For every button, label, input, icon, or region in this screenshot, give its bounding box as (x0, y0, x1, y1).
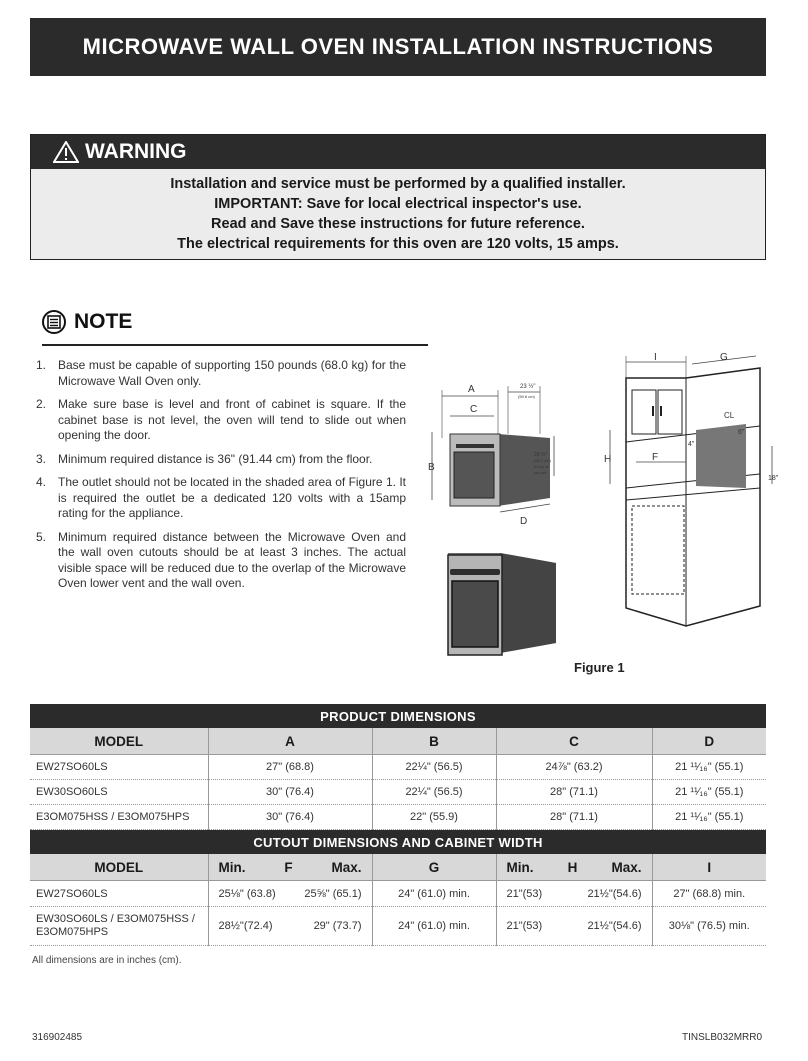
oven-installed-image (440, 545, 560, 665)
dimensions-table (30, 704, 766, 946)
cabinet-diagram (596, 350, 788, 632)
dim-line-d (500, 504, 550, 512)
cell-h (496, 881, 652, 907)
header-h (496, 854, 652, 881)
label-eighteen: 18" (768, 475, 779, 482)
part-number-left: 316902485 (32, 1032, 83, 1043)
label-a: A (468, 384, 475, 395)
list-item (36, 475, 406, 522)
label-cl: CL (724, 411, 735, 420)
label-d: D (520, 516, 528, 527)
table-row (30, 780, 766, 805)
cell-model: EW30SO60LS / E3OM075HSS / E3OM075HPS (30, 907, 208, 946)
header-min: Min. (506, 859, 534, 875)
label-side-note1: to top of (534, 464, 549, 469)
footnote: All dimensions are in inches (cm). (32, 955, 182, 966)
note-divider (42, 344, 428, 346)
header-model: MODEL (30, 854, 208, 881)
oven-handle (450, 569, 500, 575)
item-text: Make sure base is level and front of cabinet is square. If the cabinet base is not level, the oven will tend to slide out when opening the door. (58, 397, 406, 442)
cutout-dimensions-title: CUTOUT DIMENSIONS AND CABINET WIDTH (30, 830, 766, 855)
warning-line: The electrical requirements for this oven are 120 volts, 15 amps. (177, 236, 619, 252)
cell-f-min: 25⅛" (63.8) (218, 887, 276, 900)
cell-h-min: 21"(53) (506, 920, 543, 932)
cell-d: 21 ¹¹⁄₁₆" (55.1) (652, 755, 766, 780)
header-f-label: F (284, 859, 293, 875)
note-label: NOTE (74, 310, 133, 333)
table-row (30, 805, 766, 830)
item-number: 1. (36, 358, 47, 372)
label-four: 4" (688, 441, 695, 448)
label-side: 20 ½" (534, 452, 547, 458)
cell-g: 24" (61.0) min. (372, 907, 496, 946)
header-model: MODEL (30, 728, 208, 755)
header-b: B (372, 728, 496, 755)
warning-triangle-icon (53, 141, 79, 163)
table-row (30, 907, 766, 946)
cell-d: 21 ¹¹⁄₁₆" (55.1) (652, 780, 766, 805)
warning-box (30, 134, 766, 260)
item-text: Minimum required distance between the Microwave Oven and the wall oven cutouts should be at least 3 inches. The actual visible space will be reduced due to the overlap of the Microwave Oven lower vent and the wall oven. (58, 529, 406, 590)
oven-handle (456, 444, 494, 448)
header-i: I (652, 854, 766, 881)
header-d: D (652, 728, 766, 755)
label-f: F (652, 452, 659, 463)
header-g: G (372, 854, 496, 881)
cell-a: 27" (68.8) (208, 755, 372, 780)
oven-window (454, 452, 494, 498)
cell-model: EW27SO60LS (30, 755, 208, 780)
oven-window (452, 581, 498, 647)
label-h: H (604, 454, 612, 465)
cell-h (496, 907, 652, 946)
item-number: 4. (36, 475, 47, 489)
cell-model: E3OM075HSS / E3OM075HPS (30, 805, 208, 830)
note-icon (42, 310, 66, 334)
warning-line: IMPORTANT: Save for local electrical inspector's use. (214, 196, 582, 212)
cell-h-max: 21½"(54.6) (587, 887, 642, 900)
item-number: 3. (36, 451, 47, 466)
header-f (208, 854, 372, 881)
item-text: Base must be capable of supporting 150 pounds (68.0 kg) for the Microwave Wall Oven only. (58, 358, 406, 388)
list-item (36, 530, 406, 592)
cell-d: 21 ¹¹⁄₁₆" (55.1) (652, 805, 766, 830)
label-g: G (720, 352, 728, 363)
cell-f-max: 29" (73.7) (313, 920, 362, 932)
table-header-row (30, 854, 766, 881)
product-dimensions-title: PRODUCT DIMENSIONS (30, 704, 766, 728)
label-side-note2: cut-out (534, 470, 547, 475)
cell-h-min: 21"(53) (506, 887, 543, 900)
item-text: The outlet should not be located in the shaded area of Figure 1. It is required the outlet be a dedicated 120 volts with a 15amp rating for the appliance. (58, 475, 406, 520)
cell-a: 30" (76.4) (208, 780, 372, 805)
cell-c: 28" (71.1) (496, 805, 652, 830)
cell-a: 30" (76.4) (208, 805, 372, 830)
label-depth-cm: (59.6 cm) (518, 394, 535, 399)
list-item (36, 452, 406, 468)
oven-dimension-diagram (420, 378, 560, 530)
cell-b: 22¼" (56.5) (372, 755, 496, 780)
cell-c: 24⅞" (63.2) (496, 755, 652, 780)
page-title: MICROWAVE WALL OVEN INSTALLATION INSTRUCTIONS (30, 18, 766, 76)
cell-i: 30⅛" (76.5) min. (652, 907, 766, 946)
figure-caption: Figure 1 (574, 660, 625, 675)
item-number: 2. (36, 397, 47, 411)
cell-f (208, 881, 372, 907)
cell-f (208, 907, 372, 946)
header-a: A (208, 728, 372, 755)
label-b: B (428, 462, 435, 473)
table-row (30, 881, 766, 907)
note-heading (42, 310, 132, 334)
label-depth: 23 ½" (520, 384, 536, 390)
header-min: Min. (218, 859, 246, 875)
header-max: Max. (331, 859, 362, 875)
table-row (30, 755, 766, 780)
label-side-cm: (52.1 cm) (534, 458, 551, 463)
list-item (36, 397, 406, 444)
header-h-label: H (567, 859, 578, 875)
section-header-row (30, 704, 766, 728)
cell-h-max: 21½"(54.6) (587, 920, 642, 932)
table-header-row (30, 728, 766, 755)
header-c: C (496, 728, 652, 755)
item-text: Minimum required distance is 36" (91.44 cm) from the floor. (58, 451, 373, 466)
cell-f-max: 25⅝" (65.1) (304, 887, 362, 900)
cell-g: 24" (61.0) min. (372, 881, 496, 907)
label-six: 6" (738, 429, 745, 436)
cell-f-min: 28½"(72.4) (218, 920, 273, 932)
warning-header (31, 135, 765, 169)
section-header-row (30, 830, 766, 855)
warning-label: WARNING (85, 140, 187, 163)
cell-model: EW30SO60LS (30, 780, 208, 805)
part-number-right: TINSLB032MRR0 (682, 1032, 763, 1043)
header-max: Max. (611, 859, 642, 875)
item-number: 5. (36, 529, 47, 544)
cell-c: 28" (71.1) (496, 780, 652, 805)
warning-line: Read and Save these instructions for future reference. (211, 216, 585, 232)
warning-body (31, 169, 765, 259)
cell-b: 22" (55.9) (372, 805, 496, 830)
cell-model: EW27SO60LS (30, 881, 208, 907)
cell-b: 22¼" (56.5) (372, 780, 496, 805)
cell-i: 27" (68.8) min. (652, 881, 766, 907)
warning-line: Installation and service must be performed by a qualified installer. (170, 176, 626, 192)
label-c: C (470, 404, 478, 415)
label-i: I (654, 352, 657, 363)
list-item (36, 358, 406, 389)
note-list (36, 358, 406, 600)
